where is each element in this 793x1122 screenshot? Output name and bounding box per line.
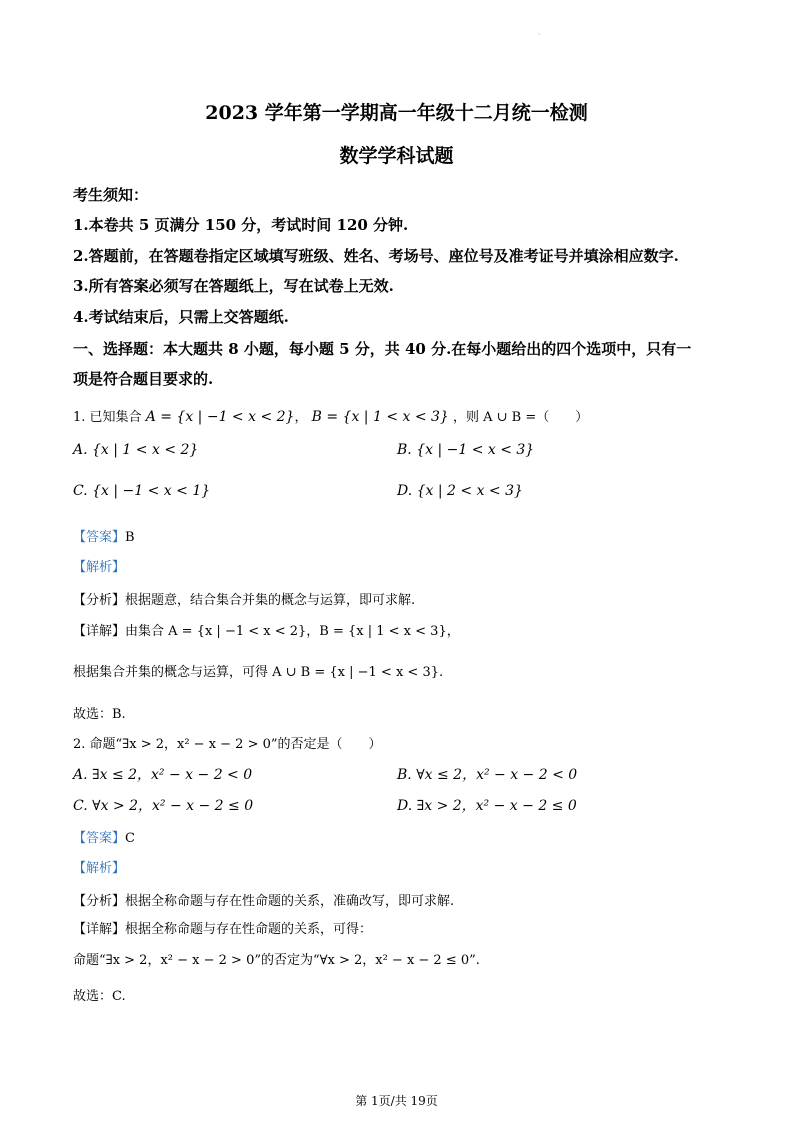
q2-xiangjie-tag: 【详解】: [73, 922, 126, 937]
notice-item-2: 2.答题前，在答题卷指定区域填写班级、姓名、考场号、座位号及准考证号并填涂相应数字.: [73, 247, 679, 265]
q1-option-b: B. {x | −1 < x < 3}: [397, 442, 535, 458]
page-subtitle: 数学学科试题: [339, 145, 454, 167]
page-title: 2023 学年第一学期高一年级十二月统一检测: [205, 102, 588, 124]
notice-item-3: 3.所有答案必须写在答题纸上，写在试卷上无效.: [73, 277, 394, 295]
q1-derivation: 根据集合并集的概念与运算，可得 A ∪ B = {x | −1 < x < 3}.: [73, 665, 444, 680]
q2-fenxi: [73, 890, 454, 909]
q2-fenxi-tag: 【分析】: [73, 894, 126, 909]
q2-xiangjie: [73, 918, 372, 937]
q1-set-a: A = {x | −1 < x < 2}: [145, 409, 295, 425]
q1-option-d: D. {x | 2 < x < 3}: [397, 483, 523, 499]
notice-item-4: 4.考试结束后，只需上交答题纸.: [73, 308, 289, 326]
q1-fenxi: [73, 589, 415, 608]
q2-fenxi-text: 根据全称命题与存在性命题的关系，准确改写，即可求解.: [125, 894, 455, 909]
q2-choose: 故选：C.: [73, 989, 126, 1004]
q1-stem-suffix: ，则 A ∪ B =（ ）: [452, 410, 589, 425]
corner-dot: ·: [538, 30, 541, 39]
q1-fenxi-text: 根据题意，结合集合并集的概念与运算，即可求解.: [125, 593, 416, 608]
q2-xiangjie-text: 根据全称命题与存在性命题的关系，可得：: [125, 922, 373, 937]
q1-answer-tag: 【答案】: [73, 530, 126, 545]
q1-answer: [73, 526, 135, 545]
q1-set-b: B = {x | 1 < x < 3}: [311, 409, 449, 425]
section-heading-line2: 项是符合题目要求的.: [73, 370, 214, 388]
q1-stem-prefix: 1. 已知集合: [73, 410, 142, 425]
q1-option-c: C. {x | −1 < x < 1}: [73, 483, 211, 499]
q1-answer-value: B: [125, 530, 135, 545]
notice-heading: 考生须知：: [73, 186, 149, 204]
q1-comma: ，: [294, 410, 308, 425]
q1-choose: 故选：B.: [73, 707, 126, 722]
q2-analysis-tag: 【解析】: [73, 861, 126, 876]
q2-answer-tag: 【答案】: [73, 831, 126, 846]
q2-derivation: 命题“∃x > 2，x² − x − 2 > 0”的否定为“∀x > 2，x² − x − 2 ≤ 0”.: [73, 953, 480, 968]
q1-xiangjie-text: 由集合 A = {x | −1 < x < 2}，B = {x | 1 < x < 3}，: [125, 624, 460, 639]
q1-xiangjie-tag: 【详解】: [73, 624, 126, 639]
q2-answer-value: C: [125, 831, 135, 846]
notice-item-1: 1.本卷共 5 页满分 150 分，考试时间 120 分钟.: [73, 216, 409, 234]
q2-answer: [73, 827, 135, 846]
q1-analysis-tag: 【解析】: [73, 560, 126, 575]
q2-option-d: D. ∃x > 2，x² − x − 2 ≤ 0: [397, 798, 577, 814]
q2-option-c: C. ∀x > 2，x² − x − 2 ≤ 0: [73, 798, 254, 814]
q2-option-b: B. ∀x ≤ 2，x² − x − 2 < 0: [397, 767, 578, 783]
q1-xiangjie: [73, 620, 460, 639]
q1-stem: [73, 406, 588, 425]
q2-stem: 2. 命题“∃x > 2，x² − x − 2 > 0”的否定是（ ）: [73, 737, 382, 752]
section-heading-line1: 一、选择题：本大题共 8 小题，每小题 5 分，共 40 分.在每小题给出的四个选项中，只有一: [73, 340, 692, 358]
q1-option-a: A. {x | 1 < x < 2}: [73, 442, 199, 458]
page-footer: 第 1页/共 19页: [355, 1094, 438, 1108]
q1-fenxi-tag: 【分析】: [73, 593, 126, 608]
q2-option-a: A. ∃x ≤ 2，x² − x − 2 < 0: [73, 767, 253, 783]
